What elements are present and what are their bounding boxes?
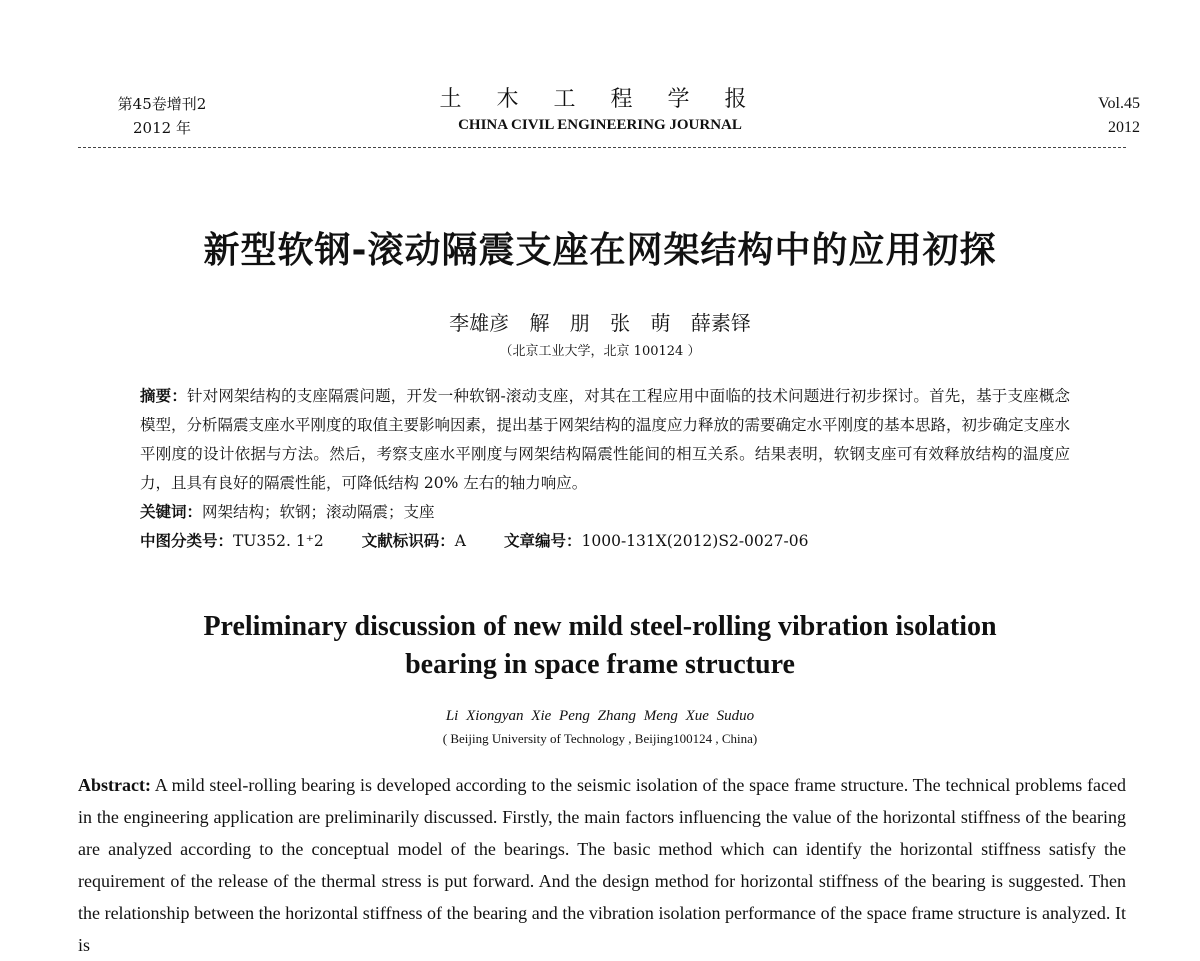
- title-en-line1: Preliminary discussion of new mild steel-rolling vibration isolation: [203, 611, 997, 642]
- classification-line: [140, 527, 1070, 556]
- abstract-cn-text: 针对网架结构的支座隔震问题，开发一种软钢-滚动支座，对其在工程应用中面临的技术问题进行初步探讨。首先，基于支座概念模型，分析隔震支座水平刚度的取值主要影响因素，提出基于网架结构的温度应力释放的需要确定水平刚度的基本思路，初步确定支座水平刚度的设计依据与方法。然后，考察支座水平刚度与网架结构隔震性能间的相互关系。结果表明，软钢支座可有效释放结构的温度应力，且具有良好的隔震性能，可降低结构 20% 左右的轴力响应。: [140, 387, 1071, 492]
- header-divider: [78, 147, 1126, 148]
- article-no-label: 文章编号：: [503, 532, 582, 550]
- journal-name-cn: 土 木 工 程 学 报: [439, 87, 761, 112]
- classification-label: 中图分类号：: [140, 532, 234, 550]
- abstract-en-text: A mild steel-rolling bearing is developed according to the seismic isolation of the space frame structure. The technical problems faced in the engineering application are preliminarily discussed. Firstly, the main factors influencing the value of the horizontal stiffness of the bearing are analyzed according to the conceptual model of the bearings. The basic method which can identify the horizontal stiffness satisfy the requirement of the release of the thermal stress is put forward. And the design method for horizontal stiffness of the bearing is suggested. Then the relationship between the horizontal stiffness of the bearing and the vibration isolation performance of the space frame structure is analyzed. It is: [78, 775, 1126, 955]
- keywords-label: 关键词：: [140, 503, 203, 521]
- abstract-cn: [140, 382, 1070, 498]
- journal-name: [360, 86, 840, 136]
- year-cn: 2012 年: [133, 119, 191, 137]
- volume-en: Vol.45: [1098, 95, 1140, 112]
- article-no-value: 1000-131X(2012)S2-0027-06: [581, 532, 809, 550]
- keywords-cn: [140, 498, 1070, 527]
- volume-cn: 第45卷增刊2: [117, 95, 207, 113]
- affiliation-en: ( Beijing University of Technology , Beijing100124 , China): [442, 731, 758, 746]
- keywords-text: 网架结构；软钢；滚动隔震；支座: [202, 503, 435, 521]
- doc-code-value: A: [454, 532, 466, 550]
- abstract-en: [78, 769, 1126, 961]
- classification-value: TU352. 1⁺2: [233, 532, 324, 550]
- doc-code-label: 文献标识码：: [361, 532, 455, 550]
- chinese-abstract-block: [140, 382, 1070, 556]
- authors-cn: 李雄彦 解 朋 张 萌 薛素铎: [449, 311, 751, 335]
- abstract-cn-label: 摘要：: [140, 387, 188, 405]
- authors-en: Li Xiongyan Xie Peng Zhang Meng Xue Suduo: [445, 708, 755, 724]
- article-title-en: [100, 608, 1100, 684]
- article-title-cn: 新型软钢-滚动隔震支座在网架结构中的应用初探: [203, 230, 997, 271]
- volume-year-en: [1010, 92, 1140, 140]
- title-en-line2: bearing in space frame structure: [405, 649, 795, 680]
- affiliation-cn: （北京工业大学，北京 100124 ）: [499, 344, 701, 359]
- year-en: 2012: [1108, 119, 1140, 136]
- volume-issue: [92, 92, 232, 140]
- abstract-en-label: Abstract:: [78, 775, 151, 795]
- journal-name-en: CHINA CIVIL ENGINEERING JOURNAL: [458, 117, 742, 133]
